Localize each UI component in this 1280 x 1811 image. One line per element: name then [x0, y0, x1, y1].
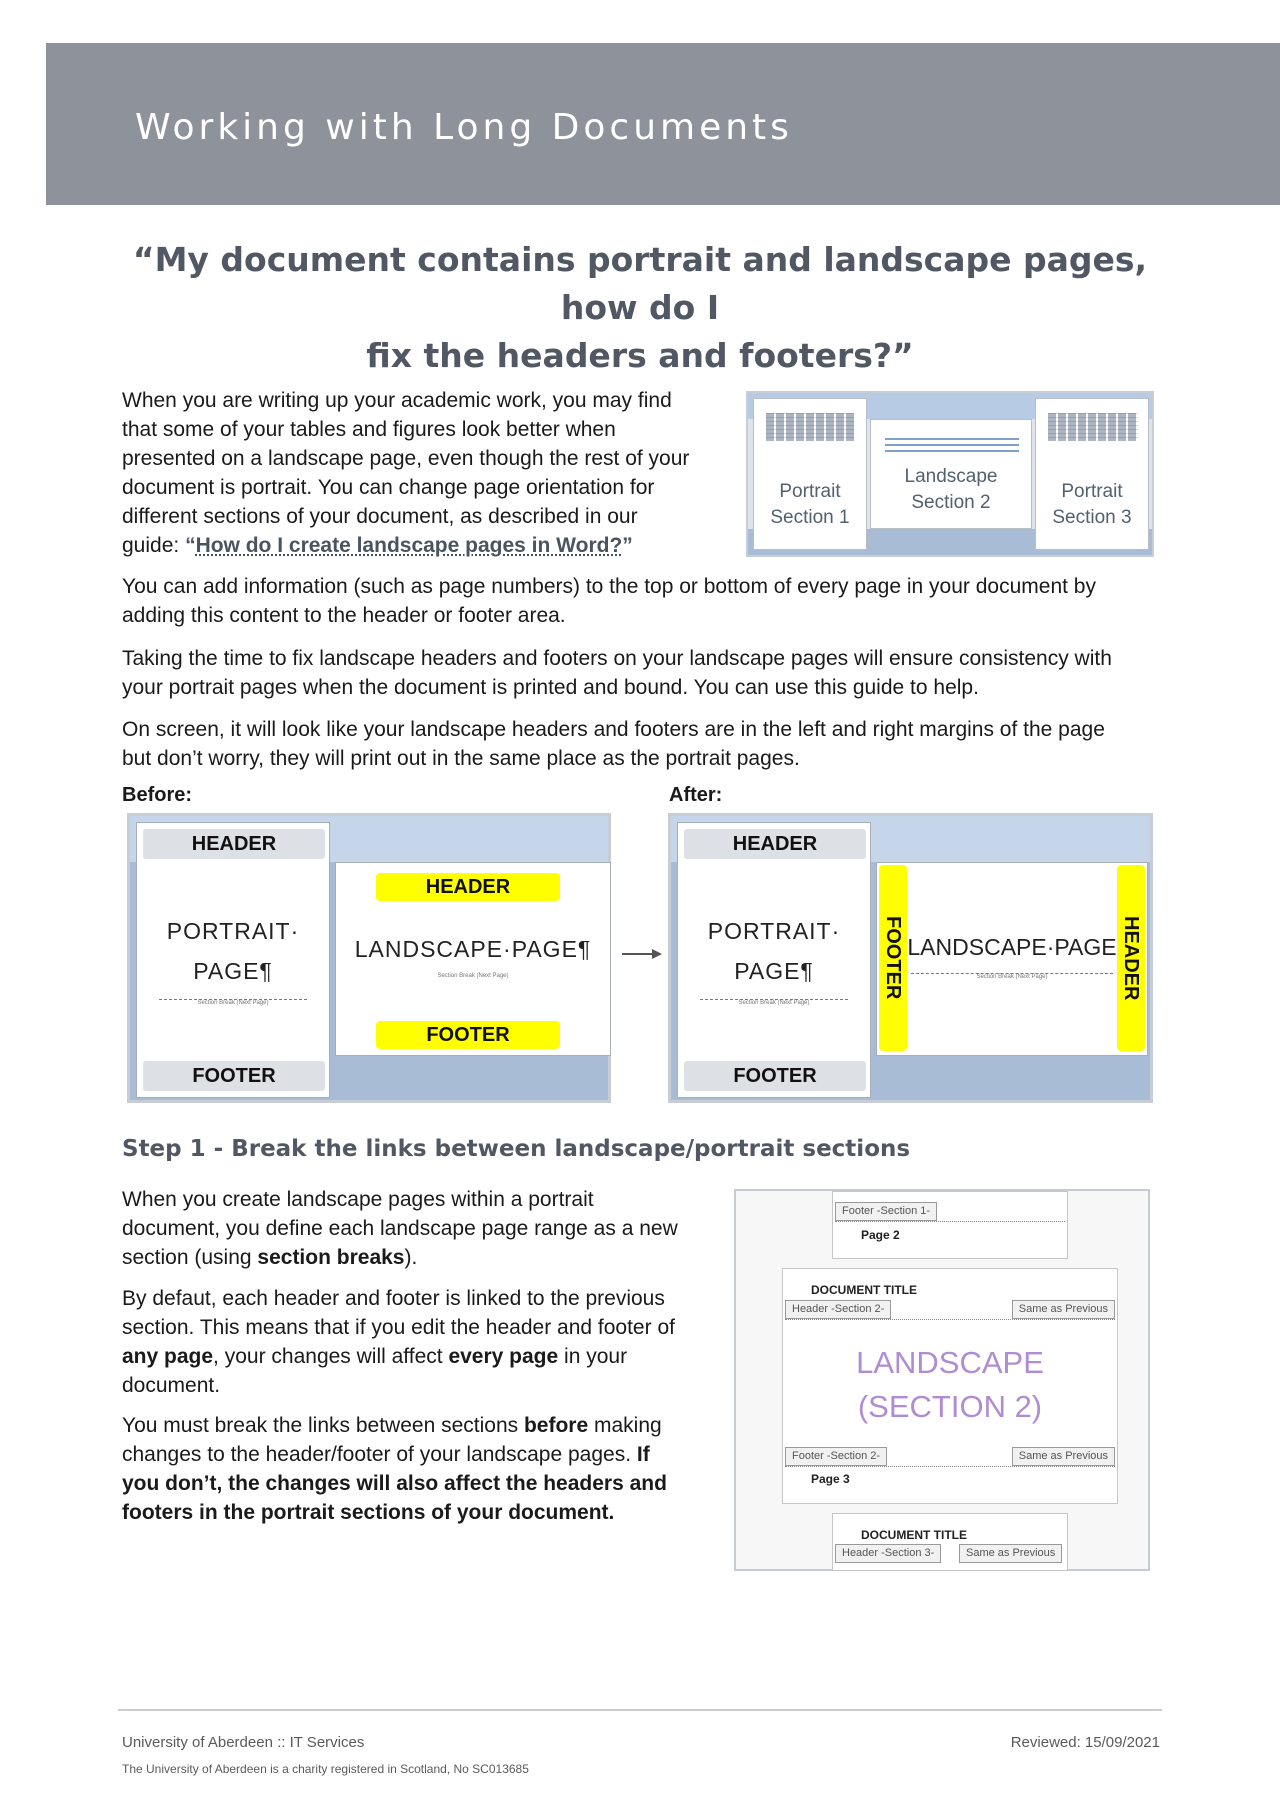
intro-line: that some of your tables and figures look better when [122, 418, 616, 441]
header-footer-sections-figure [734, 1189, 1150, 1571]
section-break-marker: Section Break (Next Page) [159, 999, 307, 1006]
footer-boundary [785, 1466, 1115, 1467]
text-run: section (using [122, 1246, 258, 1269]
header-section-3-tag: Header -Section 3- [835, 1544, 941, 1563]
page-2-bottom [832, 1191, 1068, 1259]
landscape-page [782, 1268, 1118, 1504]
header-box: HEADER [684, 829, 866, 859]
page-title-line-2: fix the headers and footers?” [366, 336, 914, 375]
portrait-page [677, 822, 871, 1098]
footer-boundary [835, 1221, 1065, 1222]
paragraph-line [122, 1440, 722, 1469]
section-2-label-1: Landscape [904, 466, 998, 487]
intro-line [122, 531, 722, 560]
landscape-footer-highlight: FOOTER [879, 865, 907, 1051]
portrait-text-line-2: PAGE¶ [193, 958, 273, 984]
footer-rule [118, 1709, 1162, 1711]
banner-title: Working with Long Documents [135, 107, 793, 148]
step-1-paragraph-2 [122, 1284, 722, 1400]
landscape-text: LANDSCAPE·PAGE [907, 934, 1117, 960]
paragraph-line: footers in the portrait sections of your document. [122, 1501, 615, 1524]
text-run: , your changes will affect [213, 1345, 449, 1368]
footer-box: FOOTER [143, 1061, 325, 1091]
header-section-2-tag: Header -Section 2- [785, 1300, 891, 1319]
text-run: changes to the header/footer of your landscape pages. [122, 1443, 637, 1466]
portrait-section-1-page [753, 398, 867, 550]
arrow-right-icon [622, 946, 662, 962]
footer-charity-text: The University of Aberdeen is a charity registered in Scotland, No SC013685 [122, 1762, 529, 1776]
section-3-label-2: Section 3 [1052, 507, 1132, 528]
portrait-page [136, 822, 330, 1098]
header-box: HEADER [143, 829, 325, 859]
text-run-bold: If [636, 1443, 650, 1466]
paragraph-line: Taking the time to fix landscape headers and footers on your landscape pages will ensure consistency with [122, 647, 1112, 670]
landscape-page [876, 862, 1148, 1056]
paragraph-header-info [122, 572, 1182, 630]
paragraph-on-screen [122, 715, 1182, 773]
intro-line: When you are writing up your academic work, you may find [122, 389, 672, 412]
before-label: Before: [122, 784, 193, 806]
footer-left-text: University of Aberdeen :: IT Services [122, 1734, 365, 1751]
landscape-header-highlight: HEADER [1117, 865, 1145, 1051]
paragraph-line: section. This means that if you edit the header and footer of [122, 1316, 675, 1339]
intro-line: presented on a landscape page, even though the rest of your [122, 447, 690, 470]
after-figure [668, 813, 1153, 1103]
mini-table-image [766, 413, 854, 441]
page-3-text: Page 3 [811, 1472, 850, 1486]
step-1-paragraph-1 [122, 1185, 722, 1272]
text-run-bold: every page [448, 1345, 559, 1368]
paragraph-line [122, 1243, 722, 1272]
paragraph-line: document. [122, 1374, 221, 1397]
mini-table-image [1048, 413, 1138, 441]
footer-reviewed-date: Reviewed: 15/09/2021 [1010, 1734, 1160, 1751]
paragraph-line: You can add information (such as page numbers) to the top or bottom of every page in your document by [122, 575, 1096, 598]
text-run-bold: section breaks [257, 1246, 405, 1269]
text-run: You must break the links between sections [122, 1414, 524, 1437]
document-title: DOCUMENT TITLE [811, 1283, 917, 1297]
before-figure [127, 813, 611, 1103]
paragraph-line: When you create landscape pages within a portrait [122, 1188, 594, 1211]
open-quote: “ [185, 534, 196, 557]
portrait-section-3-top [832, 1513, 1068, 1571]
portrait-text-line-1: PORTRAIT· [707, 918, 841, 944]
section-break-marker: Section Break (Next Page) [437, 973, 509, 979]
text-run: in your [558, 1345, 628, 1368]
step-1-heading: Step 1 - Break the links between landscape/portrait sections [122, 1136, 911, 1162]
same-as-previous-tag: Same as Previous [1012, 1300, 1115, 1319]
paragraph-line: document, you define each landscape page range as a new [122, 1217, 678, 1240]
landscape-footer-highlight: FOOTER [376, 1021, 560, 1049]
close-quote: ” [622, 534, 633, 557]
landscape-section-2-page [870, 419, 1032, 529]
portrait-text-line-1: PORTRAIT· [166, 918, 300, 944]
landscape-label-line-2: (SECTION 2) [857, 1389, 1043, 1424]
intro-line: different sections of your document, as described in our [122, 505, 638, 528]
section-3-label-1: Portrait [1061, 481, 1123, 502]
title-banner [46, 43, 1280, 205]
portrait-section-3-page [1035, 398, 1149, 550]
text-run-bold: any page [122, 1345, 214, 1368]
header-boundary [785, 1319, 1115, 1320]
paragraph-line: adding this content to the header or footer area. [122, 604, 566, 627]
intro-paragraph [122, 386, 722, 560]
section-break-marker: Section Break (Next Page) [700, 999, 848, 1006]
paragraph-line: your portrait pages when the document is printed and bound. You can use this guide to help. [122, 676, 979, 699]
paragraph-line: but don’t worry, they will print out in the same place as the portrait pages. [122, 747, 800, 770]
page-title-line-1: “My document contains portrait and landscape pages, how do I [132, 240, 1148, 327]
page-2-text: Page 2 [861, 1228, 900, 1242]
guide-prefix: guide: [122, 534, 186, 557]
document-title: DOCUMENT TITLE [861, 1528, 967, 1542]
footer-box: FOOTER [684, 1061, 866, 1091]
landscape-page [335, 862, 611, 1056]
landscape-text: LANDSCAPE·PAGE¶ [354, 936, 592, 962]
portrait-text-line-2: PAGE¶ [734, 958, 814, 984]
guide-link[interactable]: How do I create landscape pages in Word? [195, 534, 623, 557]
text-run: making [588, 1414, 662, 1437]
paragraph-line: On screen, it will look like your landscape headers and footers are in the left and right margins of the page [122, 718, 1105, 741]
paragraph-line: By defaut, each header and footer is linked to the previous [122, 1287, 665, 1310]
after-label: After: [669, 784, 723, 806]
same-as-previous-tag: Same as Previous [959, 1544, 1062, 1563]
footer-section-1-tag: Footer -Section 1- [835, 1202, 937, 1221]
section-1-label-2: Section 1 [770, 507, 850, 528]
mini-lines-image [885, 434, 1019, 456]
section-2-label-2: Section 2 [911, 492, 991, 513]
paragraph-line: you don’t, the changes will also affect the headers and [122, 1472, 667, 1495]
intro-line: document is portrait. You can change page orientation for [122, 476, 655, 499]
step-1-paragraph-3 [122, 1411, 722, 1527]
text-run-bold: before [523, 1414, 589, 1437]
paragraph-line [122, 1411, 722, 1440]
section-break-marker: Section Break (Next Page) [911, 973, 1113, 980]
landscape-label-line-1: LANDSCAPE [856, 1345, 1044, 1380]
footer-section-2-tag: Footer -Section 2- [785, 1447, 887, 1466]
paragraph-consistency [122, 644, 1182, 702]
landscape-header-highlight: HEADER [376, 873, 560, 901]
page-title [120, 236, 1160, 380]
paragraph-line [122, 1342, 722, 1371]
text-run: ). [404, 1246, 418, 1269]
section-1-label-1: Portrait [779, 481, 841, 502]
sections-figure [746, 391, 1154, 557]
same-as-previous-tag: Same as Previous [1012, 1447, 1115, 1466]
